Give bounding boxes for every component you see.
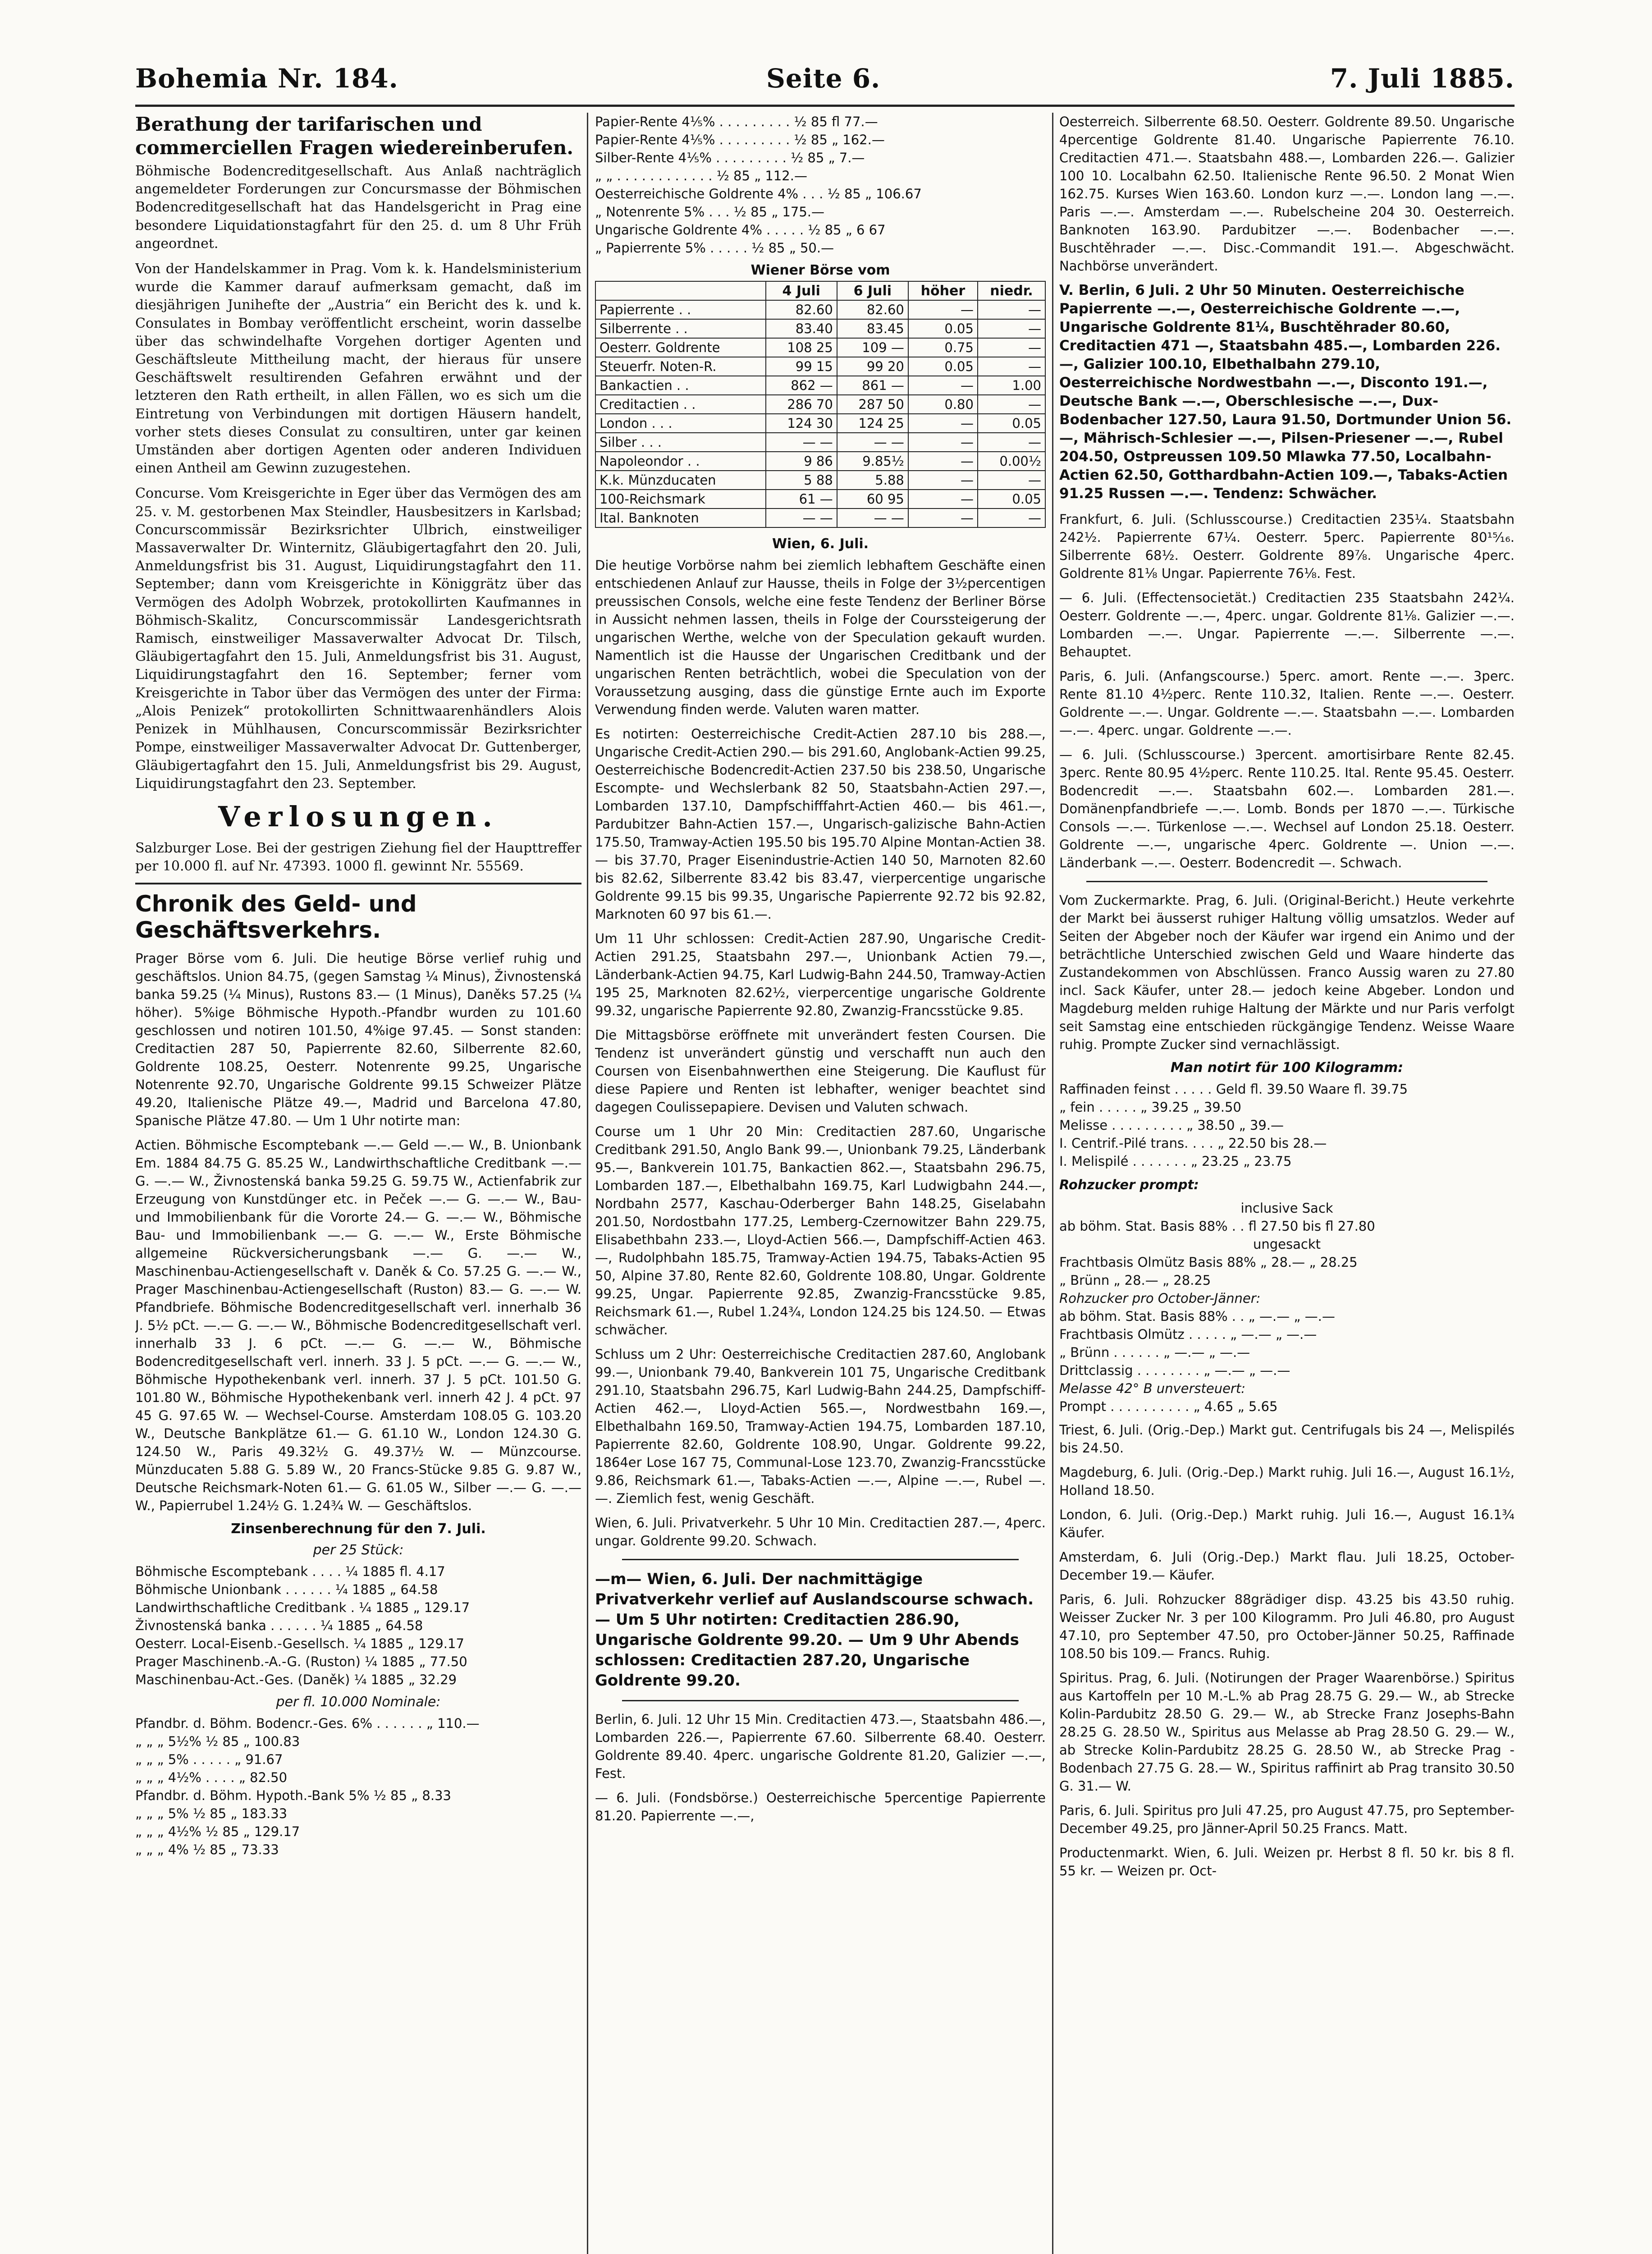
column-header — [595, 281, 766, 300]
table-title: Man notirt für 100 Kilogramm: — [1170, 1060, 1404, 1076]
list-item: Frachtbasis Olmütz Basis 88% „ 28.— „ 28.25 — [1059, 1255, 1358, 1270]
table-cell: 9 86 — [766, 452, 837, 471]
table-cell: 61 — — [766, 490, 837, 509]
market-report: Paris, 6. Juli. (Anfangscourse.) 5perc. amort. Rente —.—. 3perc. Rente 81.10 4½perc. Rente 110.32, Italien. Rente —.—. Oesterr. Goldrente —.—. Ungar. Goldrente —.—. Staatsbahn —.—. Lombarden —.—. 4perc. ungar. Goldrente —.—. — [1059, 669, 1515, 738]
article-paragraph: Böhmische Bodencreditgesellschaft. Aus Anlaß nachträglich angemeldeter Forderungen zur Concursmasse der Böhmischen Bodencreditgesellschaft hat das Handelsgericht in Prag eine besondere Liquidationstagfahrt für den 25. d. um 8 Uhr Früh angeordnet. — [135, 163, 581, 252]
list-item: „ Papierrente 5% . . . . . ½ 85 „ 50.— — [595, 240, 834, 256]
column-left — [135, 113, 581, 2254]
list-item: Prompt . . . . . . . . . . „ 4.65 „ 5.65 — [1059, 1399, 1278, 1414]
article-paragraph: Salzburger Lose. Bei der gestrigen Ziehung fiel der Haupttreffer per 10.000 fl. auf Nr. 47393. 1000 fl. gewinnt Nr. 55569. — [135, 840, 581, 875]
table-cell: 83.45 — [837, 319, 908, 338]
market-report: London, 6. Juli. (Orig.-Dep.) Markt ruhig. Juli 16.—, August 16.1¾ Käufer. — [1059, 1507, 1515, 1540]
table-row — [595, 319, 1045, 338]
table-row — [595, 300, 1045, 319]
list-item: inclusive Sack — [1240, 1200, 1333, 1216]
table-cell: 82.60 — [766, 300, 837, 319]
list-item: „ „ „ 5½% ½ 85 „ 100.83 — [135, 1734, 300, 1750]
list-item: Frachtbasis Olmütz . . . . . „ —.— „ —.— — [1059, 1327, 1317, 1342]
table-cell: — — [978, 509, 1045, 527]
table-subtitle: per 25 Stück: — [313, 1542, 404, 1558]
table-subtitle: per fl. 10.000 Nominale: — [276, 1694, 441, 1710]
column-right — [1059, 113, 1515, 2254]
table-cell: 0.05 — [908, 319, 978, 338]
list-item: Maschinenbau-Act.-Ges. (Daněk) ¼ 1885 „ 32.29 — [135, 1672, 457, 1688]
table-cell: — — [978, 433, 1045, 452]
table-cell: Napoleondor . . — [595, 452, 766, 471]
table-cell: — — [978, 471, 1045, 490]
header-rule — [135, 105, 1515, 107]
list-item: ungesackt — [1253, 1237, 1321, 1252]
market-report: Schluss um 2 Uhr: Oesterreichische Creditactien 287.60, Anglobank 99.—, Unionbank 79.40, Bankverein 101 75, Ungarische Creditbank 291.10, Staatsbahn 296.75, Karl Ludwig-Bahn 244.25, Dampfschiff-Actien 462.—, Lloyd-Actien 565.—, Nordwestbahn 169.—, Elbethalbahn 169.50, Tramway-Actien 194.75, Lombarden 187.10, Papierrente 82.60, Goldrente 108.90, Ungar. Goldrente 99.22, 1864er Lose 167 75, Communal-Lose 123.70, Zwanzig-Francsstücke 9.86, Reichsmark 61.—, Tabaks-Actien —.—, Alpine —.—, Rubel —.—. Ziemlich fest, wenig Geschäft. — [595, 1347, 1046, 1506]
list-item: „ „ „ 4% ½ 85 „ 73.33 — [135, 1842, 279, 1858]
column-header: 6 Juli — [837, 281, 908, 300]
table-cell: — — — [766, 433, 837, 452]
table-cell: — — — [837, 509, 908, 527]
list-item: Landwirthschaftliche Creditbank . ¼ 1885 „ 129.17 — [135, 1600, 470, 1616]
market-report: Actien. Böhmische Escomptebank —.— Geld —.— W., B. Unionbank Em. 1884 84.75 G. 85.25 W., Landwirthschaftliche Creditbank —.— G. —.— W., Živnostenská banka 59.25 G. 59.75 W., Actienfabrik zur Erzeugung von Kunstdünger etc. in Peček —.— G. —.— W., Bau- und Immobilienbank für die Vororte 24.— G. —.— W., Böhmische Bau- und Immobilienbank —.— G. —.— W., Erste Böhmische allgemeine Rückversicherungsbank —.— G. —.— W., Maschinenbau-Actiengesellschaft v. Daněk & Co. 57.25 G. —.— W., Prager Maschinenbau-Actiengesellschaft (Ruston) 83.— G. —.— W. Pfandbriefe. Böhmische Bodencreditgesellschaft verl. innerhalb 36 J. 5½ pCt. —.— G. —.— W., Böhmische Bodencreditgesellschaft verl. innerhalb 33 J. 6 pCt. —.— G. —.— W., Böhmische Bodencreditgesellschaft verl. innerh. 33 J. 5 pCt. —.— G. —.— W., Böhmische Hypothekenbank verl. innerh. 37 J. 5 pCt. 101.50 G. 101.80 W., Böhmische Hypothekenbank verl. innerh 42 J. 4 pCt. 97 45 G. 97.65 W. — Wechsel-Course. Amsterdam 108.05 G. 103.20 W., Deutsche Bankplätze 61.— G. 61.10 W., London 124.30 G. 124.50 W., Paris 49.32½ G. 49.37½ W. — Münzcourse. Münzducaten 5.88 G. 5.89 W., 20 Francs-Stücke 9.85 G. 9.87 W., Deutsche Reichsmark-Noten 61.— G. 61.05 W., Silber —.— G. —.— W., Papierrubel 1.24½ G. 1.24¾ W. — Geschäftslos. — [135, 1137, 581, 1514]
interest-list — [135, 1714, 581, 1859]
raw-sugar-list — [1059, 1199, 1515, 1416]
table-cell: 0.00½ — [978, 452, 1045, 471]
list-item: „ „ „ 5% . . . . . „ 91.67 — [135, 1752, 283, 1768]
table-cell: 862 — — [766, 376, 837, 395]
divider — [622, 1559, 1019, 1560]
list-item: „ „ . . . . . . . . . . . . ½ 85 „ 112.— — [595, 168, 807, 183]
table-cell: 99 20 — [837, 357, 908, 376]
market-report: Spiritus. Prag, 6. Juli. (Notirungen der Prager Waarenbörse.) Spiritus aus Kartoffeln per 10 M.-L.% ab Prag 28.75 G. 29.— W., ab Strecke Kolin-Pardubitz 28.50 G. 29.— W., ab Strecke Franz Josephs-Bahn 28.25 G. 28.50 W., Spiritus aus Melasse ab Prag 28.50 G. 29.— W., ab Strecke Kolin-Pardubitz 28.25 G. 28.50 W., ab Strecke Prag - Bodenbach 27.75 G. 28.— W., Spiritus raffinirt ab Prag transito 30.50 G. 31.— W. — [1059, 1670, 1515, 1794]
market-report: Amsterdam, 6. Juli (Orig.-Dep.) Markt flau. Juli 18.25, October-December 19.— Käufer. — [1059, 1549, 1515, 1583]
table-cell: 60 95 — [837, 490, 908, 509]
table-cell: 0.80 — [908, 395, 978, 414]
list-item: Živnostenská banka . . . . . . ¼ 1885 „ 64.58 — [135, 1618, 423, 1634]
table-cell: — — [978, 395, 1045, 414]
market-report: Frankfurt, 6. Juli. (Schlusscourse.) Creditactien 235¼. Staatsbahn 242½. Papierrente 67¼. Oesterr. 5perc. Papierrente 80¹⁵⁄₁₆. Silberrente 68½. Oesterr. Goldrente 89⅞. Ungarische 4perc. Goldrente 81⅛ Ungar. Papierrente 76⅛. Fest. — [1059, 512, 1515, 581]
list-item: Oesterreichische Goldrente 4% . . . ½ 85 „ 106.67 — [595, 186, 922, 202]
list-item: I. Melispilé . . . . . . . „ 23.25 „ 23.75 — [1059, 1154, 1292, 1169]
table-cell: 286 70 — [766, 395, 837, 414]
section-title: Verlosungen. — [218, 800, 499, 833]
list-item: Ungarische Goldrente 4% . . . . . ½ 85 „ 6 67 — [595, 222, 886, 238]
table-cell: — — [908, 490, 978, 509]
list-item: Rohzucker pro October-Jänner: — [1059, 1291, 1261, 1306]
market-report: Um 11 Uhr schlossen: Credit-Actien 287.90, Ungarische Credit-Actien 291.25, Staatsbahn 297.—, Unionbank Actien 79.—, Länderbank-Actien 94.75, Karl Ludwig-Bahn 244.50, Tramway-Actien 195 25, Marknoten 82.62½, vierpercentige ungarische Goldrente 99.32, ungarische Papierrente 92.80, Zwanzig-Francsstücke 9.85. — [595, 931, 1046, 1018]
column-header: höher — [908, 281, 978, 300]
table-row — [595, 490, 1045, 509]
list-item: Prager Maschinenb.-A.-G. (Ruston) ¼ 1885 „ 77.50 — [135, 1654, 467, 1670]
table-cell: 287 50 — [837, 395, 908, 414]
market-report: Die heutige Vorbörse nahm bei ziemlich lebhaftem Geschäfte einen entschiedenen Anlauf zur Hausse, theils in Folge der 3½percentigen preussischen Consols, welche eine feste Tendenz der Berliner Börse in Aussicht nehmen lassen, theils in Folge der Courssteigerung der ungarischen Werthe, welche von der Speculation gekauft wurden. Namentlich ist die Hausse der Ungarischen Creditbank und der ungarischen Renten beträchtlich, wobei die Speculation von der Voraussetzung ausging, dass die günstige Ernte auch im Exporte Verwendung finden werde. Valuten waren matter. — [595, 558, 1046, 717]
sugar-price-list — [1059, 1080, 1515, 1170]
table-cell: — — [908, 376, 978, 395]
market-report: Wien, 6. Juli. Privatverkehr. 5 Uhr 10 Min. Creditactien 287.—, 4perc. ungar. Goldrente 99.20. Schwach. — [595, 1515, 1046, 1548]
market-report-bold: V. Berlin, 6 Juli. 2 Uhr 50 Minuten. Oesterreichische Papierrente —.—, Oesterreichische Goldrente —.—, Ungarische Goldrente 81¼, Buschtěhrader 80.60, Creditactien 471 —, Staatsbahn 485.—, Lombarden 226.—, Galizier 100.10, Elbethalbahn 279.10, Oesterreichische Nordwestbahn —.—, Disconto 191.—, Deutsche Bank —.—, Oberschlesische —.—, Dux-Bodenbacher 127.50, Laura 91.50, Dortmunder Union 56.—, Mährisch-Schlesier —.—, Pilsen-Priesener —.—, Rubel 204.50, Ostpreussen 109.50 Mlawka 77.50, Localbahn-Actien 62.50, Gotthardbahn-Actien 109.—, Tabaks-Actien 91.25 Russen —.—. Tendenz: Schwächer. — [1059, 282, 1512, 502]
table-cell: K.k. Münzducaten — [595, 471, 766, 490]
table-cell: Steuerfr. Noten-R. — [595, 357, 766, 376]
market-report: Berlin, 6. Juli. 12 Uhr 15 Min. Creditactien 473.—, Staatsbahn 486.—, Lombarden 226.—, Papierrente 67.60. Silberrente 68.40. Oesterr. Goldrente 89.40. 4perc. ungarische Goldrente 81.20, Galizier —.—, Fest. — [595, 1712, 1046, 1781]
divider — [622, 1700, 1019, 1701]
table-row — [595, 509, 1045, 527]
table-cell: — — [978, 300, 1045, 319]
article-paragraph: Von der Handelskammer in Prag. Vom k. k. Handelsministerium wurde die Kammer darauf aufmerksam gemacht, daß im diesjährigen Junihefte der „Austria“ ein Bericht des k. und k. Consulates in Bombay veröffentlicht erscheint, worin dasselbe über das schwindelhafte Vorgehen dortiger Agenten und Geschäftsleute Mittheilung macht, der hieraus für unsere Geschäftswelt resultirenden Gefahren erwähnt und der letzteren den Rath ertheilt, in allen Fällen, wo es sich um die Eintretung von Verbindungen mit dortigen Häusern handelt, vorher stets dieses Consulat zu consultiren, unter gar keinen Umständen aber dortigen Agenten oder anderen Individuen einen Antheil am Gewinn zuzugestehen. — [135, 261, 581, 476]
list-item: Melisse . . . . . . . . . „ 38.50 „ 39.— — [1059, 1118, 1284, 1133]
table-cell: — — [978, 357, 1045, 376]
market-report: Magdeburg, 6. Juli. (Orig.-Dep.) Markt ruhig. Juli 16.—, August 16.1½, Holland 18.50. — [1059, 1465, 1515, 1498]
table-cell: — — [978, 338, 1045, 357]
market-report: Die Mittagsbörse eröffnete mit unverändert festen Coursen. Die Tendenz ist unverändert günstig und verschafft nun auch den Coursen von Eisenbahnwerthen eine Steigerung. Die Kauflust für diese Papiere und Renten ist lebhafter, weniger beachtet sind dagegen Coulissepapiere. Devisen und Valuten schwach. — [595, 1027, 1046, 1115]
report-dateline: Wien, 6. Juli. — [772, 536, 869, 552]
masthead — [135, 63, 1515, 104]
table-cell: — — — [766, 509, 837, 527]
market-report: Paris, 6. Juli. Spiritus pro Juli 47.25, pro August 47.75, pro September-December 49.25, pro Jänner-April 50.25 Francs. Matt. — [1059, 1803, 1515, 1836]
table-cell: — — [908, 509, 978, 527]
table-cell: 0.05 — [978, 490, 1045, 509]
table-title: Zinsenberechnung für den 7. Juli. — [231, 1521, 486, 1537]
table-cell: — — [978, 319, 1045, 338]
list-item: Pfandbr. d. Böhm. Bodencr.-Ges. 6% . . . . . . „ 110.— — [135, 1716, 480, 1732]
list-item: Papier-Rente 4⅕% . . . . . . . . . ½ 85 „ 162.— — [595, 132, 885, 147]
table-cell: Creditactien . . — [595, 395, 766, 414]
list-item: Böhmische Escomptebank . . . . ¼ 1885 fl. 4.17 — [135, 1564, 445, 1580]
table-row — [595, 433, 1045, 452]
table-row — [595, 395, 1045, 414]
table-cell: 1.00 — [978, 376, 1045, 395]
table-cell: — — [908, 414, 978, 433]
list-item: „ Brünn . . . . . . „ —.— „ —.— — [1059, 1345, 1250, 1360]
column-middle — [595, 113, 1046, 2254]
table-title: Wiener Börse vom — [750, 262, 890, 278]
market-report: Paris, 6. Juli. Rohzucker 88grädiger disp. 43.25 bis 43.50 ruhig. Weisser Zucker Nr. 3 per 100 Kilogramm. Pro Juli 46.80, pro August 47.10, pro September 47.50, pro October-Jänner 50.25, Raffinade 108.50 bis 109.— Francs. Ruhig. — [1059, 1592, 1515, 1661]
table-cell: 5 88 — [766, 471, 837, 490]
market-report: — 6. Juli. (Schlusscourse.) 3percent. amortisirbare Rente 82.45. 3perc. Rente 80.95 4½perc. Rente 110.25. Ital. Rente 95.45. Oesterr. Bodencredit —.—. Staatsbahn 602.—. Lombarden 281.—. Domänenpfandbriefe —.—. Lomb. Bonds per 1870 —.—. Türkische Consols —.—. Türkenlose —.—. Wechsel auf London 25.18. Oesterr. Goldrente —.—, ungarische 4perc. Goldrente —. Union —.—. Länderbank —.—. Oesterr. Bodencredit —. Schwach. — [1059, 747, 1515, 870]
list-item: „ fein . . . . . „ 39.25 „ 39.50 — [1059, 1100, 1241, 1115]
subheading: Rohzucker prompt: — [1059, 1177, 1199, 1192]
market-report: Es notirten: Oesterreichische Credit-Actien 287.10 bis 288.—, Ungarische Credit-Actien 290.— bis 291.60, Anglobank-Actien 99.25, Oesterreichische Bodencredit-Actien 237.50 bis 238.50, Ungarische Escompte- und Wechslerbank 82 50, Staatsbahn-Actien 297.—, Lombarden 137.10, Dampfschifffahrt-Actien 460.— bis 461.—, Pardubitzer Bahn-Actien 157.—, Ungarisch-galizische Bahn-Actien 175.50, Tramway-Actien 195.50 bis 195.70 Alpine Montan-Actien 38.— bis 37.70, Prager Eisenindustrie-Actien 140 50, Marnoten 82.60 bis 82.62, Silberrente 83.42 bis 83.47, vierpercentige ungarische Goldrente 99.15 bis 99.35, Ungarische Papierrente 92.72 bis 92.82, Marknoten 60 97 bis 61.—. — [595, 726, 1046, 922]
table-cell: — — — [837, 433, 908, 452]
list-item: ab böhm. Stat. Basis 88% . . „ —.— „ —.— — [1059, 1309, 1335, 1324]
table-cell: 9.85½ — [837, 452, 908, 471]
table-header-row — [595, 281, 1045, 300]
table-cell: 0.05 — [908, 357, 978, 376]
table-cell: — — [908, 433, 978, 452]
list-item: „ Brünn „ 28.— „ 28.25 — [1059, 1273, 1211, 1288]
list-item: Raffinaden feinst . . . . . Geld fl. 39.50 Waare fl. 39.75 — [1059, 1081, 1408, 1097]
list-item: I. Centrif.-Pilé trans. . . . „ 22.50 bis 28.— — [1059, 1136, 1327, 1151]
market-report: Prager Börse vom 6. Juli. Die heutige Börse verlief ruhig und geschäftslos. Union 84.75, (gegen Samstag ¼ Minus), Živnostenská banka 59.25 (¼ Minus), Rustons 83.— (1 Minus), Daněks 57.25 (¼ höher). 5%ige Böhmische Hypoth.-Pfandbr wurden zu 101.60 geschlossen und notiren 101.50, 4%ige 97.45. — Sonst standen: Creditactien 287 50, Papierrente 82.60, Silberrente 82.60, Goldrente 108.25, Oesterr. Notenrente 99.25, Ungarische Notenrente 92.70, Ungarische Goldrente 99.15 Schweizer Plätze 49.20, Italienische Plätze 49.—, Madrid und Barcelona 47.80, Spanische Plätze 47.80. — Um 1 Uhr notirte man: — [135, 951, 581, 1129]
list-item: Papier-Rente 4⅕% . . . . . . . . . ½ 85 fl 77.— — [595, 114, 878, 129]
table-cell: London . . . — [595, 414, 766, 433]
table-cell: Bankactien . . — [595, 376, 766, 395]
column-header: 4 Juli — [766, 281, 837, 300]
rente-list — [595, 113, 1046, 257]
table-cell: 124 25 — [837, 414, 908, 433]
table-cell: 0.05 — [978, 414, 1045, 433]
column-divider — [1052, 113, 1053, 2254]
list-item: Oesterr. Local-Eisenb.-Gesellsch. ¼ 1885 „ 129.17 — [135, 1636, 464, 1652]
table-cell: 99 15 — [766, 357, 837, 376]
table-row — [595, 376, 1045, 395]
list-item: ab böhm. Stat. Basis 88% . . fl 27.50 bis fl 27.80 — [1059, 1219, 1375, 1234]
table-cell: 0.75 — [908, 338, 978, 357]
table-cell: Papierrente . . — [595, 300, 766, 319]
market-report: Productenmarkt. Wien, 6. Juli. Weizen pr. Herbst 8 fl. 50 kr. bis 8 fl. 55 kr. — Weizen pr. Oct- — [1059, 1845, 1515, 1878]
table-cell: 108 25 — [766, 338, 837, 357]
table-cell: 83.40 — [766, 319, 837, 338]
table-row — [595, 357, 1045, 376]
market-report: — 6. Juli. (Effectensocietät.) Creditactien 235 Staatsbahn 242¼. Oesterr. Goldrente —.—, 4perc. ungar. Goldrente 81⅛. Galizier —.—. Lombarden —.—. Ungar. Papierrente —.—. Silberrente —.—. Behauptet. — [1059, 590, 1515, 660]
market-report: Triest, 6. Juli. (Orig.-Dep.) Markt gut. Centrifugals bis 24 —, Melispilés bis 24.50. — [1059, 1422, 1515, 1456]
table-cell: — — [908, 471, 978, 490]
divider — [1086, 881, 1487, 882]
list-item: Drittclassig . . . . . . . . „ —.— „ —.— — [1059, 1363, 1290, 1378]
column-header: niedr. — [978, 281, 1045, 300]
list-item: „ „ „ 5% ½ 85 „ 183.33 — [135, 1806, 288, 1822]
table-cell: — — [908, 452, 978, 471]
list-item: Melasse 42° B unversteuert: — [1059, 1381, 1245, 1396]
column-divider — [587, 113, 588, 2254]
market-report-bold: —m— Wien, 6. Juli. Der nachmittägige Privatverkehr verlief auf Auslandscourse schwach. — Um 5 Uhr notirten: Creditactien 286.90, Ungarische Goldrente 99.20. — Um 9 Uhr Abends schlossen: Creditactien 287.20, Ungarische Goldrente 99.20. — [595, 1570, 1034, 1690]
table-cell: 109 — — [837, 338, 908, 357]
list-item: „ „ „ 4½% . . . . „ 82.50 — [135, 1770, 288, 1786]
table-row — [595, 471, 1045, 490]
page-number: Seite 6. — [766, 63, 881, 94]
interest-list — [135, 1562, 581, 1689]
list-item: Böhmische Unionbank . . . . . . ¼ 1885 „ 64.58 — [135, 1582, 438, 1598]
market-report: Oesterreich. Silberrente 68.50. Oesterr. Goldrente 89.50. Ungarische 4percentige Goldrente 81.40. Ungarische Papierrente 76.10. Creditactien 471.—. Staatsbahn 488.—, Lombarden 226.—. Galizier 100 10. Localbahn 62.50. Italienische Rente 96.50. 2 Monat Wien 162.75. Kurses Wien 163.60. London kurz —.—. London lang —.—. Paris —.—. Amsterdam —.—. Rubelscheine 204 30. Oesterreich. Banknoten 163.90. Pardubitzer —.—. Bodenbacher —.—. Buschtěhrader —.—. Disc.-Commandit 191.—. Abgeschwächt. Nachbörse unverändert. — [1059, 114, 1515, 274]
table-cell: 100-Reichsmark — [595, 490, 766, 509]
table-cell: — — [908, 300, 978, 319]
market-report: Vom Zuckermarkte. Prag, 6. Juli. (Original-Bericht.) Heute verkehrte der Markt bei äusserst ruhiger Haltung völlig umsatzlos. Weder auf Seiten der Abgeber noch der Käufer war irgend ein Animo und der beträchtliche Unterschied zwischen Geld und Waare hinderte das Zustandekommen von Abschlüssen. Franco Aussig waren zu 27.80 incl. Sack Käufer, unter 28.— jedoch keine Abgeber. London und Magdeburg melden ruhige Haltung der Märkte und nur Paris verfolgt seit Samstag eine entschieden rückgängige Tendenz. Weisse Waare ruhig. Prompte Zucker sind vernachlässigt. — [1059, 893, 1515, 1052]
table-row — [595, 338, 1045, 357]
issue-date: 7. Juli 1885. — [1330, 63, 1515, 94]
market-report: — 6. Juli. (Fondsbörse.) Oesterreichische 5percentige Papierrente 81.20. Papierrente —.—, — [595, 1790, 1046, 1823]
section-title: Chronik des Geld- und Geschäftsverkehrs. — [135, 883, 581, 943]
vienna-exchange-table — [595, 281, 1046, 528]
article-paragraph: Concurse. Vom Kreisgerichte in Eger über das Vermögen des am 25. v. M. gestorbenen Max Steindler, Hausbesitzers in Karlsbad; Concurscommissär Bezirksrichter Ulbrich, einstweiliger Massaverwalter Dr. Winternitz, Gläubigertagfahrt den 20. Juli, Anmeldungsfrist bis 31. August, Liquidirungstagfahrt den 11. September; dann vom Kreisgerichte in Königgrätz über das Vermögen des Adolph Wobrzek, protokollirten Kaufmannes in Böhmisch-Skalitz, Concurscommissär Landesgerichtsrath Ramisch, einstweiliger Massaverwalter Advocat Dr. Tilsch, Gläubigertagfahrt den 15. Juli, Anmeldungsfrist bis 31. August, Liquidirungstagfahrt den 16. September; ferner vom Kreisgerichte in Tabor über das Vermögen des unter der Firma: „Alois Penizek“ protokollirten Schnittwaarenhändlers Alois Penizek in Mühlhausen, Concurscommissär Bezirksrichter Pompe, einstweiliger Massaverwalter Advocat Dr. Guttenberger, Gläubigertagfahrt den 15. Juli, Anmeldungsfrist bis 29. August, Liquidirungstagfahrt den 23. September. — [135, 486, 581, 792]
market-report: Course um 1 Uhr 20 Min: Creditactien 287.60, Ungarische Creditbank 291.50, Anglo Bank 99.—, Unionbank 79.25, Länderbank 95.—, Bankverein 101.75, Bankactien 862.—, Staatsbahn 296.75, Lombarden 187.—, Elbethalbahn 169.75, Karl Ludwigbahn 244.—, Nordbahn 2577, Kaschau-Oderberger Bahn 148.25, Giselabahn 201.50, Nordostbahn 177.25, Lemberg-Czernowitzer Bahn 229.75, Elisabethbahn 233.—, Lloyd-Actien 566.—, Dampfschiff-Actien 463.—, Rudolphbahn 185.75, Tramway-Actien 194.75, Tabaks-Actien 95 50, Alpine 37.80, Rente 82.60, Goldrente 108.80, Ungar. Goldrente 99.25, Ungar. Papierrente 92.85, Zwanzig-Francsstücke 9.85, Reichsmark 61.—, Rubel 1.24¾, London 124.25 bis 124.50. — Etwas schwächer. — [595, 1124, 1046, 1338]
article-headline: Berathung der tarifarischen und commerciellen Fragen wiedereinberufen. — [135, 113, 573, 159]
table-row — [595, 452, 1045, 471]
table-cell: Oesterr. Goldrente — [595, 338, 766, 357]
table-cell: 5.88 — [837, 471, 908, 490]
table-cell: 82.60 — [837, 300, 908, 319]
table-cell: Silberrente . . — [595, 319, 766, 338]
table-cell: 861 — — [837, 376, 908, 395]
list-item: Pfandbr. d. Böhm. Hypoth.-Bank 5% ½ 85 „ 8.33 — [135, 1788, 451, 1804]
list-item: Silber-Rente 4⅕% . . . . . . . . . ½ 85 „ 7.— — [595, 150, 865, 165]
table-cell: Silber . . . — [595, 433, 766, 452]
issue-label: Bohemia Nr. 184. — [135, 63, 398, 94]
list-item: „ Notenrente 5% . . . ½ 85 „ 175.— — [595, 204, 825, 220]
table-cell: Ital. Banknoten — [595, 509, 766, 527]
list-item: „ „ „ 4½% ½ 85 „ 129.17 — [135, 1824, 300, 1840]
table-cell: 124 30 — [766, 414, 837, 433]
table-row — [595, 414, 1045, 433]
